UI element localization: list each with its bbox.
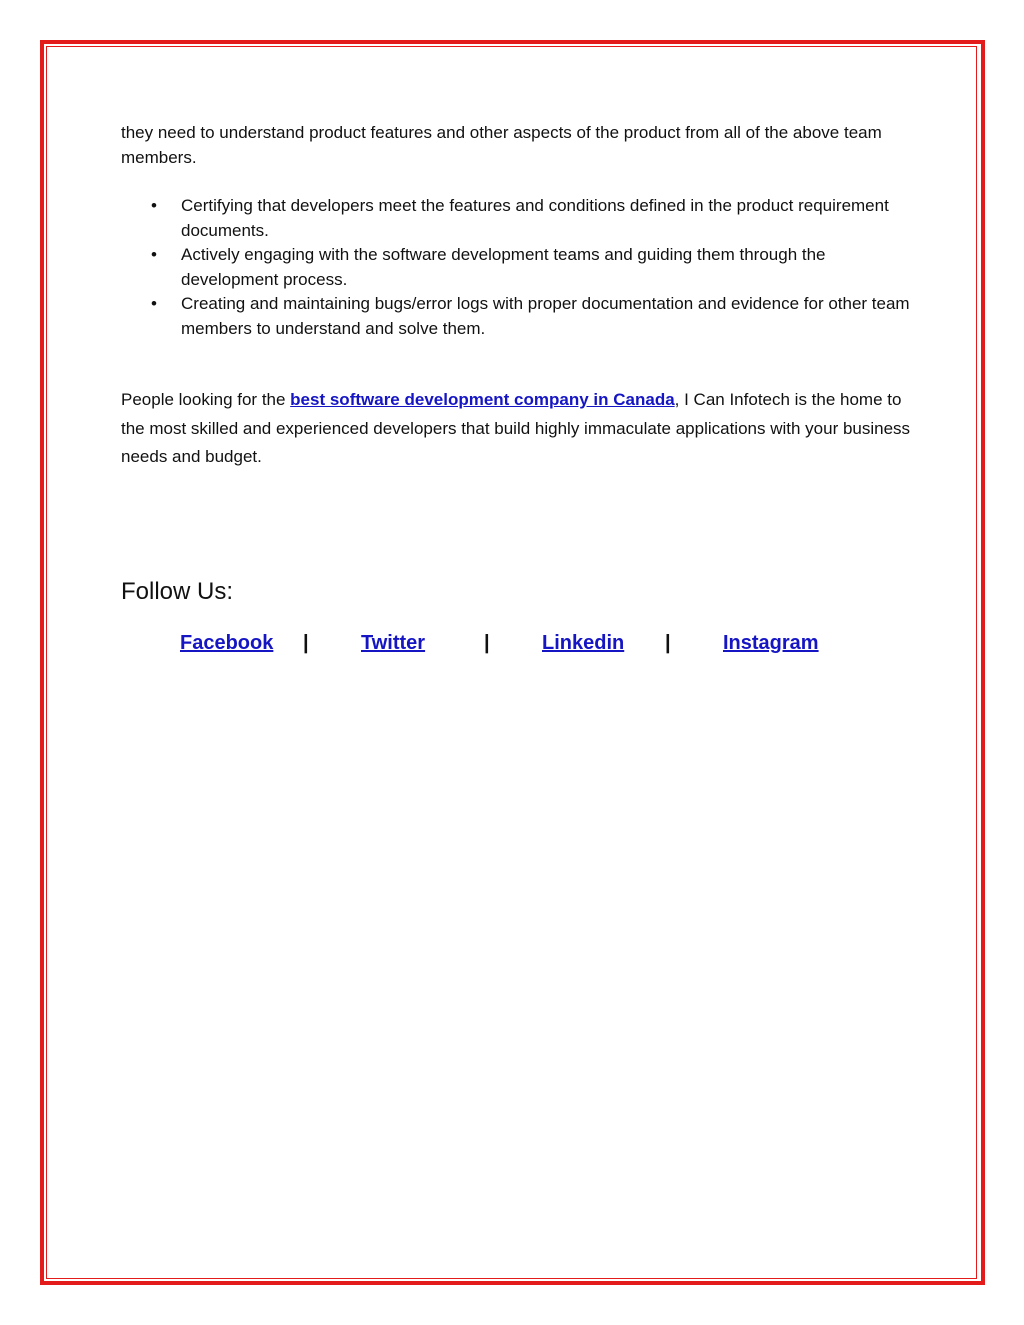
separator: | bbox=[665, 632, 671, 654]
bullet-icon: • bbox=[151, 294, 157, 313]
company-link[interactable]: best software development company in Canada bbox=[290, 390, 675, 409]
intro-paragraph: they need to understand product features and other aspects of the product from all of the above team members. bbox=[121, 123, 882, 167]
bullet-icon: • bbox=[151, 245, 157, 264]
follow-us-heading: Follow Us: bbox=[121, 578, 234, 605]
document-body bbox=[121, 120, 911, 472]
separator: | bbox=[484, 632, 490, 654]
list-item-text: Creating and maintaining bugs/error logs with proper documentation and evidence for other team members to understand and solve them. bbox=[181, 294, 910, 338]
separator: | bbox=[303, 632, 309, 654]
paragraph-text-before: People looking for the bbox=[121, 390, 291, 409]
list-item bbox=[121, 292, 911, 341]
list-item bbox=[121, 194, 911, 243]
paragraph-text-after: , I Can Infotech is the home to the most skilled and experienced developers that build highly immaculate applications with your business needs and budget. bbox=[121, 390, 911, 466]
twitter-link[interactable]: Twitter bbox=[361, 632, 426, 654]
responsibilities-list bbox=[121, 194, 911, 341]
bullet-icon: • bbox=[151, 196, 157, 215]
list-item bbox=[121, 243, 911, 292]
instagram-link[interactable]: Instagram bbox=[723, 632, 819, 654]
facebook-link[interactable]: Facebook bbox=[180, 632, 274, 654]
linkedin-link[interactable]: Linkedin bbox=[542, 632, 625, 654]
list-item-text: Actively engaging with the software development teams and guiding them through the development process. bbox=[181, 245, 826, 289]
list-item-text: Certifying that developers meet the features and conditions defined in the product requirement documents. bbox=[181, 196, 889, 240]
company-paragraph bbox=[121, 386, 911, 472]
